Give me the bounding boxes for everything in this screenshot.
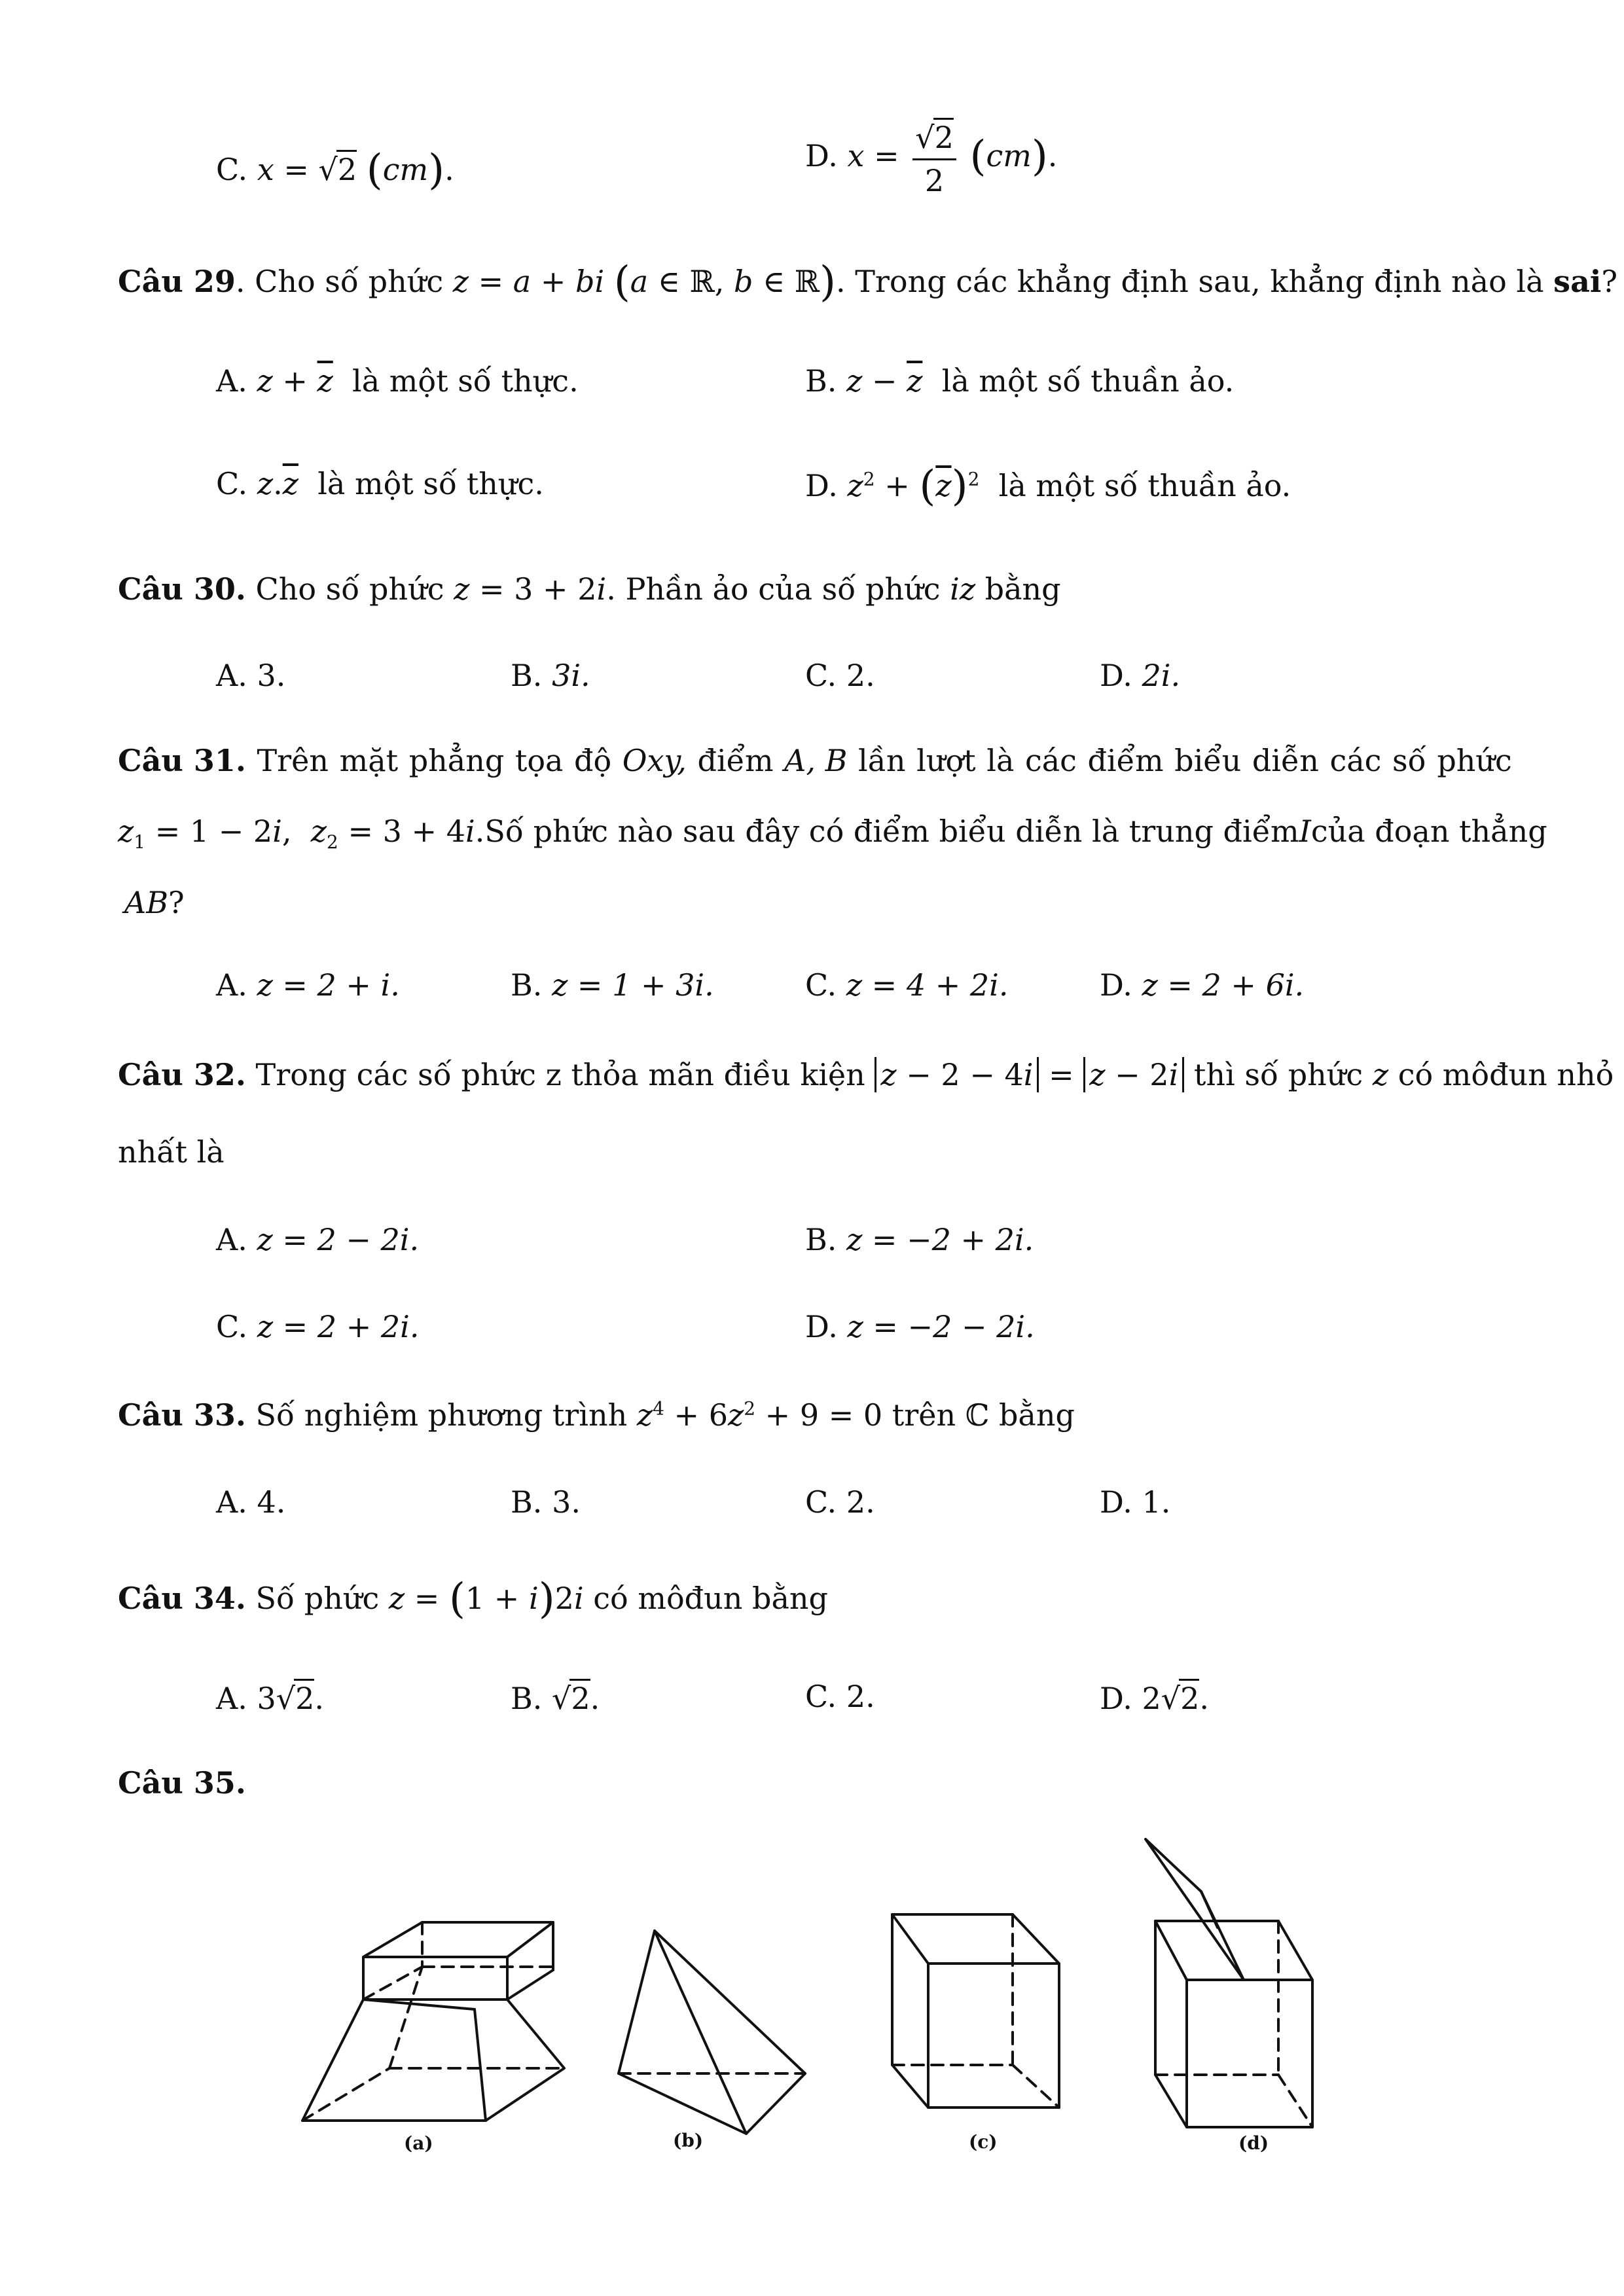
option-text: là một số thực. [352,363,579,399]
option-label: C. [805,1484,837,1520]
question-text: . Cho số phức [235,264,453,299]
option-label: D. [1100,1484,1132,1520]
figure-a-solid [302,1922,564,2121]
option-label: B. [805,363,837,399]
q29-option-c: C. $z.\overline{z}$ là một số thực. [216,466,544,501]
option-label: A. [216,967,247,1003]
q29-option-d: D. $z^2 + (\overline{z})^2$ là một số thuần ảo. [805,462,1291,511]
radicand: 2 [1179,1679,1199,1717]
option-label: C. [216,152,248,187]
option-value: 2. [846,1484,875,1520]
coefficient: 2 [1142,1681,1161,1716]
option-value: z = 2 + 6i. [1142,967,1305,1003]
question-33: Câu 33. Số nghiệm phương trình $z^4 + 6z^2 + 9 = 0$ trên ℂ bằng [118,1397,1075,1433]
question-number: Câu 29 [118,264,236,299]
unit: cm [382,152,429,187]
option-label: D. [1100,1681,1132,1716]
unit: cm [986,138,1032,174]
figure-label-a: (a) [404,2132,433,2154]
option-label: C. [216,466,248,501]
option-label: C. [805,1679,837,1714]
option-value: 3i. [552,658,590,693]
question-number: Câu 31. [118,743,246,778]
q29-option-a: A. $z + \overline{z}$ là một số thực. [216,363,579,399]
q34-option-b: B. √2. [511,1679,600,1717]
option-label: A. [216,1681,247,1716]
word: diễn [1252,743,1319,778]
option-value: z = 4 + 2i. [846,967,1009,1003]
option-value: z = 2 − 2i. [257,1222,420,1257]
word: điểm [697,743,774,778]
question-number: Câu 35. [118,1765,246,1801]
sqrt-value: 2 [336,150,357,188]
option-label: B. [511,1681,543,1716]
question-text: Trong các số phức z thỏa mãn điều kiện [245,1057,875,1092]
word: các [1024,743,1077,778]
figure-c-cube [892,1914,1059,2108]
option-value: z = −2 + 2i. [846,1222,1034,1257]
prev-option-c: C. x = √2 (cm). [216,146,454,194]
word: lượt [916,743,976,778]
word: là [986,743,1015,778]
option-text: là một số thuần ảo. [941,363,1235,399]
q29-option-b: B. $z - \overline{z}$ là một số thuần ảo. [805,363,1235,399]
figure-label-d: (d) [1238,2132,1269,2154]
question-text: . Trong các khẳng định sau, khẳng định nào là [835,264,1554,299]
q34-option-d: D. 2√2. [1100,1679,1209,1717]
question-29: Câu 29. Cho số phức z = a + bi (a ∈ ℝ, b ∈ ℝ). Trong các khẳng định sau, khẳng định nào là sai? [118,258,1618,306]
question-text: Số phức nào sau đây có điểm biểu diễn là trung điểm [484,814,1299,849]
figure-label-b: (b) [673,2130,704,2151]
emphasis: sai [1553,264,1602,299]
option-label: A. [216,1222,247,1257]
variable: I [1299,814,1311,849]
option-label: B. [511,967,543,1003]
word: Oxy, [622,743,687,778]
word: biểu [1174,743,1242,778]
q34-option-a: A. 3√2. [216,1679,324,1717]
word: Trên [257,743,329,778]
option-label: A. [216,363,247,399]
word: A, B [784,743,848,778]
option-label: D. [805,1309,838,1344]
word: điểm [1087,743,1164,778]
complex-set-symbol: ℂ [965,1397,990,1433]
option-value: z = −2 − 2i. [847,1309,1035,1344]
figure-d-cube [1146,1839,1312,2127]
option-label: C. [216,1309,248,1344]
question-text: có môđun nhỏ [1388,1057,1614,1092]
option-value: 2i. [1142,658,1181,693]
option-text: là một số thực. [317,466,544,501]
word: các [1329,743,1382,778]
radicand: 2 [294,1679,314,1717]
word: độ [574,743,612,778]
option-label: B. [805,1222,837,1257]
prev-option-d: D. x = $\frac{√2}{2}$ (cm). [805,118,1057,199]
figure-label-c: (c) [969,2131,998,2153]
option-label: A. [216,658,247,693]
option-value: 4. [257,1484,286,1520]
question-30: Câu 30. Cho số phức z = 3 + 2i. Phần ảo của số phức iz bằng [118,571,1061,607]
question-end: ? [168,885,185,920]
question-number: Câu 33. [118,1397,246,1433]
question-32: Câu 32. Trong các số phức z thỏa mãn điều kiện z − 2 − 4i = z − 2i thì số phức z có môđun nhỏ [118,1057,1614,1092]
question-text: Phần ảo của số phức [615,571,950,607]
option-label: B. [511,1484,543,1520]
question-text: thì số phức [1184,1057,1373,1092]
option-value: z = 2 + i. [257,967,400,1003]
question-text: Cho số phức [245,571,454,607]
option-value: 2. [846,1679,875,1714]
question-text: trên [882,1397,965,1433]
radicand: 2 [569,1679,590,1717]
question-34: Câu 34. Số phức z = (1 + i)2i có môđun bằng [118,1575,828,1623]
question-text: Số nghiệm phương trình [245,1397,637,1433]
word: mặt [339,743,399,778]
word: số [1392,743,1426,778]
question-text: Số phức [245,1581,389,1616]
sqrt-value: 2 [933,118,954,156]
option-label: A. [216,1484,247,1520]
option-label: C. [805,658,837,693]
word: phức [1437,743,1512,778]
segment-name: AB [124,885,169,920]
question-number: Câu 34. [118,1581,246,1616]
option-label: D. [1100,658,1132,693]
word: phẳng [408,743,505,778]
question-number: Câu 32. [118,1057,246,1092]
question-text: bằng [975,571,1061,607]
option-label: C. [805,967,837,1003]
word: tọa [514,743,564,778]
coefficient: 3 [257,1681,276,1716]
word: lần [858,743,906,778]
option-value: 3. [552,1484,581,1520]
question-text: của đoạn thẳng [1310,814,1547,849]
option-label: D. [805,468,838,503]
question-text: có môđun bằng [583,1581,828,1616]
figure-b-tetrahedron [619,1931,805,2134]
question-number: Câu 30. [118,571,246,607]
option-value: 1. [1142,1484,1171,1520]
question-text: nhất là [118,1134,225,1170]
option-text: là một số thuần ảo. [998,468,1291,503]
option-label: D. [1100,967,1132,1003]
option-value: 3. [257,658,286,693]
question-text: bằng [989,1397,1075,1433]
denominator: 2 [924,163,945,199]
option-label: B. [511,658,543,693]
question-end: ? [1601,264,1618,299]
option-label: D. [805,138,838,174]
option-value: 2. [846,658,875,693]
option-value: z = 2 + 2i. [257,1309,420,1344]
question-31-line2: $z_1 = 1 - 2i$, $z_2 = 3 + 4i$. Số phức nào sau đây có điểm biểu diễn là trung điểm I của đoạn thẳng [118,814,1547,853]
option-value: z = 1 + 3i. [552,967,714,1003]
fraction: $\frac{√2}{2}$ [912,118,956,199]
